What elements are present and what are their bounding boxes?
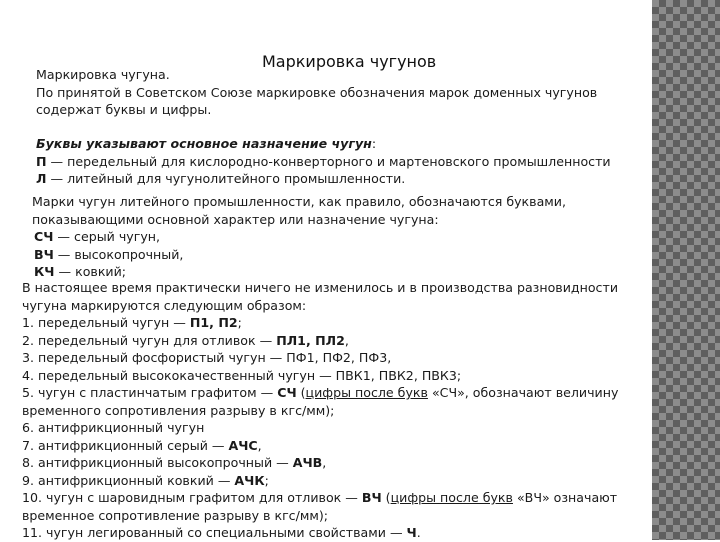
intro-line-2: По принятой в Советском Союзе маркировке обозначения марок доменных чугунов <box>36 84 598 100</box>
foundry-vch-text: — высокопрочный, <box>53 246 184 262</box>
intro-line-1: Маркировка чугуна. <box>36 67 170 82</box>
current-marking-paragraph <box>22 279 618 542</box>
item-2-text: 2. передельный чугун для отливок — <box>22 332 277 348</box>
foundry-line-1: Марки чугун литейного промышленности, как правило, обозначаются буквами, <box>32 194 566 209</box>
item-8-code: АЧВ <box>292 455 323 470</box>
item-9-end: ; <box>264 472 269 488</box>
letter-p-line <box>36 153 611 171</box>
foundry-sch-code: СЧ <box>34 229 54 244</box>
list-item-3: 3. передельный фосфористый чугун — ПФ1, ПФ2, ПФ3, <box>22 350 392 365</box>
list-item-9 <box>22 472 618 490</box>
item-10-link[interactable]: цифры после букв <box>390 490 513 505</box>
item-5-code: СЧ <box>277 385 297 400</box>
foundry-kch-text: — ковкий; <box>54 264 127 279</box>
item-1-code: П1, П2 <box>189 315 238 330</box>
item-9-text: 9. антифрикционный ковкий — <box>22 472 235 488</box>
list-item-2 <box>22 332 618 350</box>
letters-paragraph <box>36 135 611 188</box>
list-item-1 <box>22 314 618 332</box>
letter-l-line <box>36 170 611 188</box>
item-9-code: АЧК <box>234 472 265 488</box>
current-line-2: чугуна маркируются следующим образом: <box>22 297 307 313</box>
list-item-10-cont: временное сопротивление разрыву в кгс/мм); <box>22 507 329 523</box>
list-item-6: 6. антифрикционный чугун <box>22 420 205 435</box>
item-5-tail: «СЧ», обозначают величину <box>427 385 619 400</box>
list-item-5-cont: временного сопротивления разрыву в кгс/мм); <box>22 402 335 418</box>
item-5-open: ( <box>296 385 306 400</box>
list-item-11 <box>22 524 618 542</box>
foundry-kch-line <box>32 263 566 281</box>
letters-heading-line <box>36 135 611 153</box>
item-2-code: ПЛ1, ПЛ2 <box>276 332 345 348</box>
foundry-sch-text: — серый чугун, <box>53 229 161 244</box>
list-item-5 <box>22 384 618 402</box>
letters-heading: Буквы указывают основное назначение чугун <box>36 136 372 151</box>
item-11-code: Ч <box>406 525 417 540</box>
item-1-end: ; <box>237 315 242 330</box>
item-8-end: , <box>322 455 327 470</box>
foundry-sch-line <box>32 228 566 246</box>
letter-l-code: Л <box>36 171 47 186</box>
item-7-code: АЧС <box>228 437 258 453</box>
decorative-sidebar <box>652 0 720 540</box>
list-item-10 <box>22 489 618 507</box>
intro-line-3: содержат буквы и цифры. <box>36 102 212 117</box>
item-10-open: ( <box>381 490 391 505</box>
letter-p-code: П <box>36 153 47 169</box>
item-5-text: 5. чугун с пластинчатым графитом — <box>22 385 278 400</box>
letter-p-text: — передельный для кислородно-конверторного и мартеновского промышленности <box>46 153 611 169</box>
item-5-link[interactable]: цифры после букв <box>305 385 428 400</box>
intro-paragraph <box>36 66 597 119</box>
foundry-line-2: показывающими основной характер или назначение чугуна: <box>32 211 439 227</box>
foundry-kch-code: КЧ <box>34 264 55 279</box>
letters-heading-tail: : <box>371 136 377 151</box>
current-line-1: В настоящее время практически ничего не изменилось и в производства разновидности <box>22 280 619 295</box>
item-10-text: 10. чугун с шаровидным графитом для отливок — <box>22 490 362 505</box>
list-item-8 <box>22 454 618 472</box>
list-item-4: 4. передельный высококачественный чугун — ПВК1, ПВК2, ПВК3; <box>22 367 462 383</box>
item-10-code: ВЧ <box>361 490 382 505</box>
letter-l-text: — литейный для чугунолитейного промышленности. <box>46 171 406 186</box>
item-11-text: 11. чугун легированный со специальными свойствами — <box>22 525 407 540</box>
list-item-7 <box>22 437 618 455</box>
item-2-end: , <box>344 332 349 348</box>
item-7-end: , <box>257 437 262 453</box>
item-8-text: 8. антифрикционный высокопрочный — <box>22 455 293 470</box>
slide-title: Маркировка чугунов <box>262 52 437 71</box>
item-7-text: 7. антифрикционный серый — <box>22 437 229 453</box>
item-10-tail: «ВЧ» означают <box>512 490 618 505</box>
item-1-text: 1. передельный чугун — <box>22 315 190 330</box>
item-11-end: . <box>416 525 421 540</box>
foundry-vch-line <box>32 246 566 264</box>
foundry-paragraph <box>32 193 566 281</box>
foundry-vch-code: ВЧ <box>34 246 54 262</box>
